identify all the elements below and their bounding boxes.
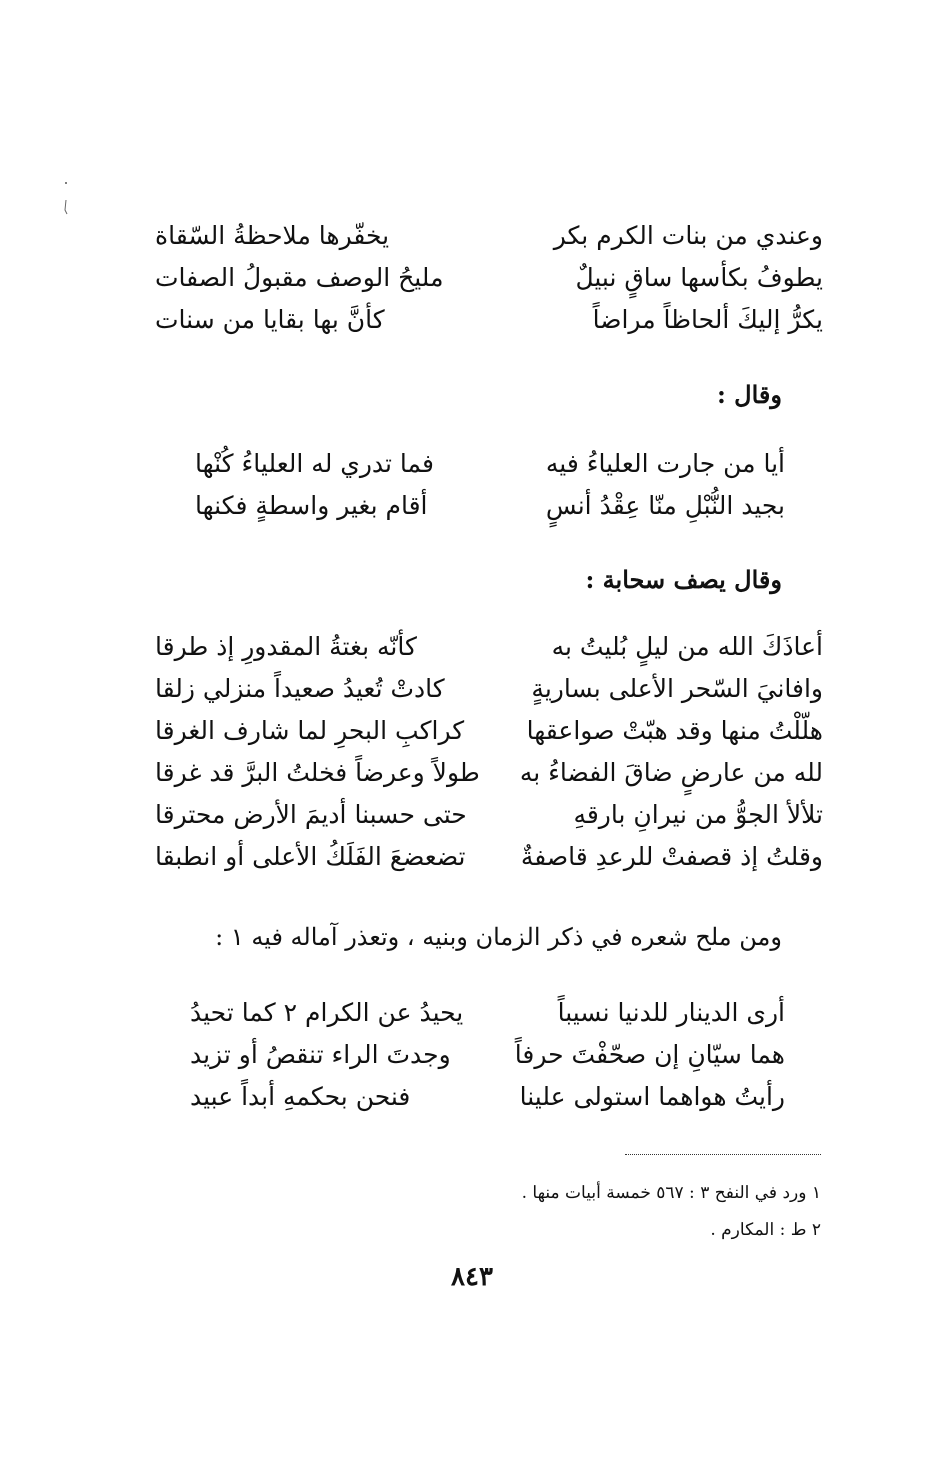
verse	[155, 299, 823, 341]
verse	[155, 668, 823, 710]
stanza-1	[155, 215, 823, 341]
verse-first-hemistich: هما سيّانِ إن صحّفْتَ حرفاً	[514, 1040, 785, 1069]
footnote-separator	[625, 1154, 821, 1155]
verse	[155, 710, 823, 752]
footnote: ٢ ط : المكارم .	[710, 1220, 821, 1240]
verse-second-hemistich: فنحن بحكمهِ أبداً عبيد	[190, 1082, 411, 1111]
stanza-4	[190, 992, 785, 1118]
stanza-2	[195, 443, 785, 527]
verse	[190, 1076, 785, 1118]
verse	[155, 836, 823, 878]
verse-first-hemistich: أيا من جارت العلياءُ فيه	[545, 449, 785, 478]
verse-first-hemistich: أعاذَكَ الله من ليلٍ بُليتُ به	[551, 632, 823, 661]
verse-second-hemistich: حتى حسبنا أديمَ الأرض محترقا	[155, 800, 467, 829]
verse	[155, 752, 823, 794]
footnote: ١ ورد في النفح ٣ : ٥٦٧ خمسة أبيات منها .	[521, 1183, 821, 1203]
verse-first-hemistich: بجيد النُّبْلِ منّا عِقْدُ أنسٍ	[545, 491, 785, 520]
verse-first-hemistich: تلألأ الجوُّ من نيرانِ بارقهِ	[573, 800, 823, 829]
verse-second-hemistich: كادتْ تُعيدُ صعيداً منزلي زلقا	[155, 674, 445, 703]
verse-first-hemistich: لله من عارضٍ ضاقَ الفضاءُ به	[519, 758, 823, 787]
verse-second-hemistich: يخفّرها ملاحظةُ السّقاة	[155, 221, 390, 250]
page-number: ٨٤٣	[451, 1262, 493, 1292]
verse-first-hemistich: يكرُّ إليكَ ألحاظاً مراضاً	[592, 305, 823, 334]
verse	[155, 794, 823, 836]
verse-second-hemistich: فما تدري له العلياءُ كُنْها	[195, 449, 434, 478]
verse-first-hemistich: هلّلْتُ منها وقد هبّتْ صواعقها	[526, 716, 823, 745]
verse-second-hemistich: كأنّه بغتةُ المقدورِ إذ طرقا	[155, 632, 417, 661]
verse-first-hemistich: وافانيَ السّحر الأعلى بساريةٍ	[531, 674, 823, 703]
verse	[155, 626, 823, 668]
verse-second-hemistich: كراكبِ البحرِ لما شارف الغرقا	[155, 716, 465, 745]
verse-second-hemistich: كأنَّ بها بقايا من سنات	[155, 305, 385, 334]
verse-second-hemistich: وجدتَ الراء تنقصُ أو تزيد	[190, 1040, 451, 1069]
verse-first-hemistich: يطوفُ بكأسها ساقٍ نبيلٌ	[575, 263, 823, 292]
verse-second-hemistich: يحيدُ عن الكرام ٢ كما تحيدُ	[190, 998, 464, 1027]
stanza-intro: ومن ملح شعره في ذكر الزمان وبنيه ، وتعذر آماله فيه ١ :	[215, 923, 782, 951]
scan-mark-icon	[64, 180, 68, 216]
verse-first-hemistich: وقلتُ إذ قصفتْ للرعدِ قاصفةٌ	[520, 842, 823, 871]
verse	[195, 443, 785, 485]
stanza-3	[155, 626, 823, 878]
verse-first-hemistich: رأيتُ هواهما استولى علينا	[519, 1082, 785, 1111]
verse	[155, 257, 823, 299]
verse-first-hemistich: أرى الدينار للدنيا نسيباً	[557, 998, 785, 1027]
stanza-intro: وقال :	[716, 380, 782, 409]
verse	[195, 485, 785, 527]
verse-second-hemistich: أقام بغير واسطةٍ فكنها	[195, 491, 428, 520]
verse-second-hemistich: مليحُ الوصف مقبولُ الصفات	[155, 263, 444, 292]
verse-second-hemistich: تضعضعَ الفَلَكُ الأعلى أو انطبقا	[155, 842, 466, 871]
verse-second-hemistich: طولاً وعرضاً فخلتُ البرَّ قد غرقا	[155, 758, 480, 787]
verse	[190, 992, 785, 1034]
verse	[190, 1034, 785, 1076]
verse	[155, 215, 823, 257]
verse-first-hemistich: وعندي من بنات الكرم بكر	[553, 221, 823, 250]
stanza-intro: وقال يصف سحابة :	[585, 565, 782, 594]
